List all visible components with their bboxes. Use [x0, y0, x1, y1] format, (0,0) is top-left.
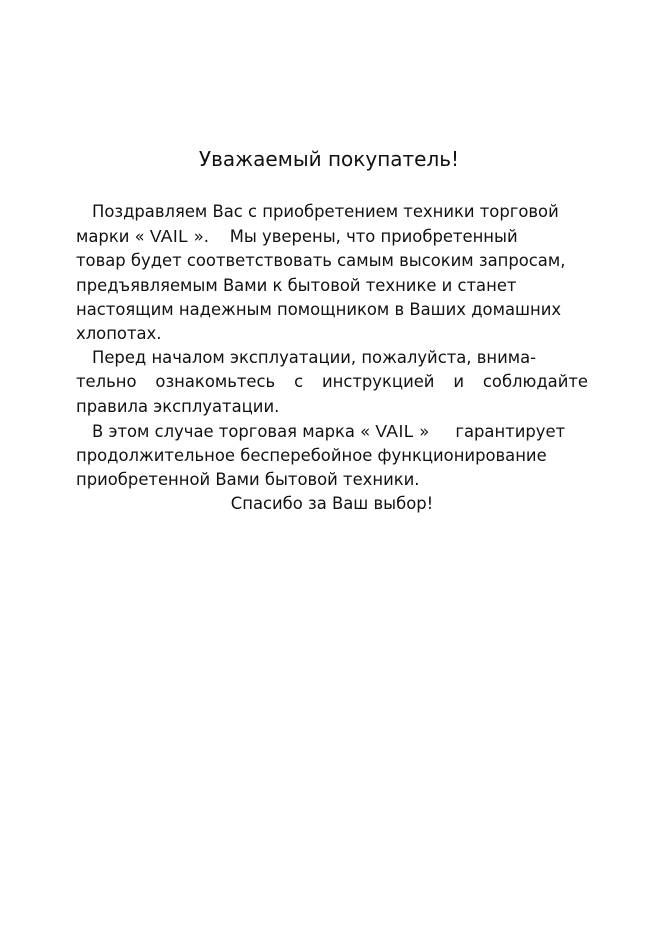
paragraph-3-line-2: продолжительное бесперебойное функционирование: [76, 446, 547, 466]
paragraph-1-line-2: [76, 224, 588, 249]
paragraph-1-line-6: хлопотах.: [76, 324, 162, 344]
page-title: Уважаемый покупатель!: [198, 147, 460, 171]
paragraph-2-line-2: тельно ознакомьтесь с инструкцией и соблюдайте: [76, 372, 588, 392]
text-fragment: В этом случае торговая марка «: [92, 421, 371, 441]
text-fragment: » гарантирует: [419, 421, 566, 441]
text-fragment: марки «: [76, 227, 145, 247]
brand-name: VAIL: [375, 420, 415, 441]
text-fragment: ». Мы уверены, что приобретенный: [193, 227, 518, 247]
paragraph-2-line-3: правила эксплуатации.: [76, 396, 280, 416]
paragraph-1-line-3: товар будет соответствовать самым высоким запросам,: [76, 251, 566, 271]
paragraph-1-line-1: Поздравляем Вас с приобретением техники торговой: [92, 202, 559, 221]
paragraph-1-line-4: предъявляемым Вами к бытовой технике и станет: [76, 275, 517, 295]
paragraph-2-line-1: Перед началом эксплуатации, пожалуйста, внима-: [92, 348, 537, 368]
letter-body: [76, 200, 588, 517]
paragraph-3-line-3: приобретенной Вами бытовой техники.: [76, 470, 420, 490]
paragraph-3-line-1: [76, 419, 588, 444]
paragraph-1-line-5: настоящим надежным помощником в Ваших домашних: [76, 299, 562, 319]
closing-line: Спасибо за Ваш выбор!: [230, 494, 434, 514]
brand-name: VAIL: [149, 226, 189, 247]
